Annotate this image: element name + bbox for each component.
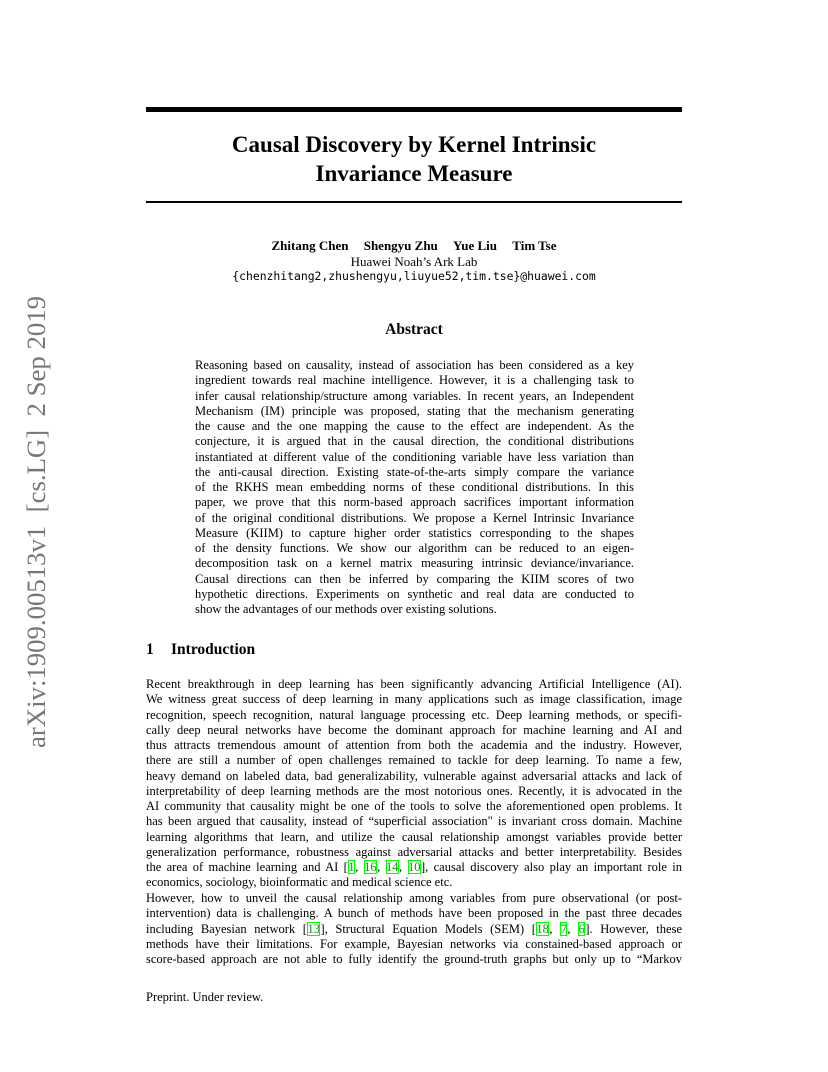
author-emails: {chenzhitang2,zhushengyu,liuyue52,tim.tse}@huawei.com xyxy=(232,269,596,283)
text-run: including Bayesian network [ xyxy=(146,921,307,936)
citation-link[interactable]: 6 xyxy=(578,921,585,936)
body-line: heavy demand on labeled data, bad generalizability, vulnerable against adversarial attacks and lack of xyxy=(146,768,682,783)
abstract-line: the cause and the one mapping the cause to the effect are independent. As the xyxy=(195,419,634,434)
body-line: We witness great success of deep learning in many applications such as image classification, image xyxy=(146,692,682,707)
abstract-heading: Abstract xyxy=(385,321,443,338)
body-line: has been argued that causality, instead of “superficial association" is invariant cross domain. Machine xyxy=(146,814,682,829)
abstract-line: Reasoning based on causality, instead of association has been considered as a key xyxy=(195,358,634,372)
arxiv-stamp-text: arXiv:1909.00513v1 [cs.LG] 2 Sep 2019 xyxy=(22,308,51,748)
author-block xyxy=(146,238,682,285)
text-run: ]. However, these xyxy=(585,921,682,936)
body-line: score-based approach are not able to fully identify the ground-truth graphs but only up to “Markov xyxy=(146,952,682,967)
citation-link[interactable]: 13 xyxy=(307,921,320,936)
paper-title xyxy=(146,130,682,188)
abstract-line: of the RKHS mean embedding norms of these conditional distributions. In this xyxy=(195,480,634,495)
abstract-line: ingredient towards real machine intelligence. However, it is a challenging task to xyxy=(195,373,634,388)
text-run: the area of machine learning and AI [ xyxy=(146,860,348,875)
abstract-line: decomposition task on a kernel matrix measuring intrinsic deviance/invariance. xyxy=(195,556,634,571)
text-run: ], Structural Equation Models (SEM) [ xyxy=(320,921,536,936)
title-top-rule xyxy=(146,107,682,112)
author-names xyxy=(146,238,682,254)
arxiv-stamp xyxy=(20,292,54,752)
author-name: Shengyu Zhu xyxy=(363,238,438,253)
citation-link[interactable]: 18 xyxy=(536,921,549,936)
section-heading-introduction xyxy=(146,641,682,659)
author-name: Yue Liu xyxy=(453,238,498,253)
abstract-line: the anti-causal direction. Existing state-of-the-arts simply compare the variance xyxy=(195,464,634,479)
body-line-with-citations: including Bayesian network [13], Structural Equation Models (SEM) [18, 7, 6]. However, these xyxy=(146,921,682,936)
abstract-line: of the original conditional distributions. We propose a Kernel Intrinsic Invariance xyxy=(195,510,634,525)
citation-link[interactable]: 7 xyxy=(560,921,567,936)
author-name: Zhitang Chen xyxy=(271,238,349,253)
body-line: Recent breakthrough in deep learning has been significantly advancing Artificial Intelligence (AI). xyxy=(146,677,682,691)
body-line: intervention) data is challenging. A bunch of methods have been proposed in the past three decades xyxy=(146,906,682,921)
intro-paragraph-2 xyxy=(146,891,682,967)
author-name: Tim Tse xyxy=(512,238,557,253)
body-line-with-citations: the area of machine learning and AI [1, 16, 14, 10], causal discovery also play an important role in xyxy=(146,860,683,875)
abstract-line: instantiated at different value of the conditioning variable have less variation than xyxy=(195,449,634,464)
abstract-line: show the advantages of our methods over existing solutions. xyxy=(195,602,497,617)
section-title: Introduction xyxy=(171,641,256,658)
body-line: recognition, speech recognition, natural language processing etc. Deep learning methods, or specifi- xyxy=(146,707,682,722)
body-line: AI community that causality might be one of the tools to solve the aforementioned open problems. It xyxy=(146,799,682,814)
body-line: However, how to unveil the causal relationship among variables from pure observational (or post- xyxy=(146,891,682,905)
body-line: learning algorithms that learn, and utilize the causal relationship amongst variables provide better xyxy=(146,829,682,844)
arxiv-stamp-svg xyxy=(20,292,54,752)
footer-note: Preprint. Under review. xyxy=(146,990,264,1004)
citation-link[interactable]: 14 xyxy=(386,860,399,875)
citation-link[interactable]: 10 xyxy=(408,860,421,875)
abstract-body xyxy=(195,358,634,618)
title-line-1: Causal Discovery by Kernel Intrinsic xyxy=(231,132,597,157)
body-line: thus attracts tremendous amount of attention from both the academia and the industry. However, xyxy=(146,738,682,753)
abstract-line: Causal directions can then be inferred by comparing the KIIM scores of two xyxy=(195,571,634,586)
abstract-line: paper, we prove that this norm-based approach sacrifices important information xyxy=(195,495,634,510)
text-run: ], causal discovery also play an important role in xyxy=(421,860,683,875)
intro-paragraph-1 xyxy=(146,677,682,891)
abstract-line: conjecture, it is argued that in the causal direction, the conditional distributions xyxy=(195,434,634,449)
body-line: cally deep neural networks have become the dominant approach for machine learning and AI and xyxy=(146,722,682,737)
body-line: interpretability of deep learning methods are the most notorious ones. Recently, it is advocated in the xyxy=(146,783,682,798)
body-line: economics, sociology, bioinformatic and medical science etc. xyxy=(146,875,453,890)
citation-link[interactable]: 16 xyxy=(364,860,377,875)
abstract-line: hypothetic directions. Experiments on synthetic and real data are conducted to xyxy=(195,586,634,601)
title-bottom-rule xyxy=(146,201,682,203)
affiliation: Huawei Noah’s Ark Lab xyxy=(350,253,478,269)
body-line: methods have their limitations. For example, Bayesian networks via constained-based approach or xyxy=(146,936,682,951)
abstract-line: Mechanism (IM) principle was proposed, stating that the mechanism generating xyxy=(195,403,634,418)
abstract-line: of the density functions. We show our algorithm can be reduced to an eigen- xyxy=(195,541,634,556)
abstract-line: Measure (KIIM) to capture higher order statistics corresponding to the shapes xyxy=(195,525,634,540)
abstract-line: infer causal relationship/structure among variables. In recent years, an Independent xyxy=(195,388,634,403)
title-line-2: Invariance Measure xyxy=(315,161,513,186)
section-number: 1 xyxy=(146,641,154,658)
body-line: there are still a number of open challenges remained to tackle for deep learning. To name a few, xyxy=(146,753,682,768)
citation-link[interactable]: 1 xyxy=(348,860,355,875)
body-line: generalization performance, robustness against adversarial attacks and better interpretability. Besides xyxy=(146,844,682,859)
